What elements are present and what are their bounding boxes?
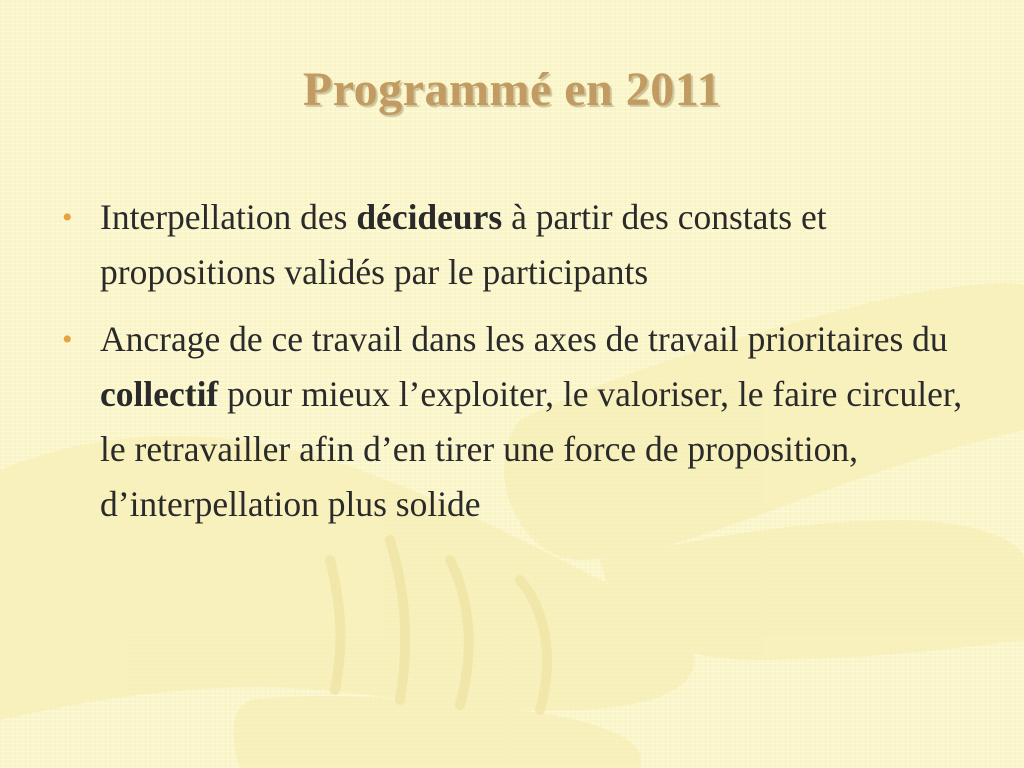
bullet-bold-term: décideurs <box>356 197 503 237</box>
bullet-bold-term: collectif <box>100 374 219 414</box>
bullet-text <box>100 197 827 292</box>
bullet-text <box>100 319 962 524</box>
bullet-marker-icon: • <box>62 323 73 356</box>
bullet-list <box>62 190 982 544</box>
bullet-item <box>62 190 982 300</box>
bullet-text-run: Ancrage de ce travail dans les axes de travail prioritaires du <box>100 319 948 359</box>
slide-title: Programmé en 2011 <box>302 63 722 116</box>
bullet-text-run: à partir des constats et propositions validés par le participants <box>100 197 827 292</box>
bullet-marker-icon: • <box>62 201 73 234</box>
bullet-text-run: pour mieux l’exploiter, le valoriser, le faire circuler, le retravailler afin d’en tirer une force de proposition, d’interpellation plus solide <box>100 374 963 524</box>
bullet-text-run: Interpellation des <box>100 197 357 237</box>
bullet-item <box>62 312 982 532</box>
